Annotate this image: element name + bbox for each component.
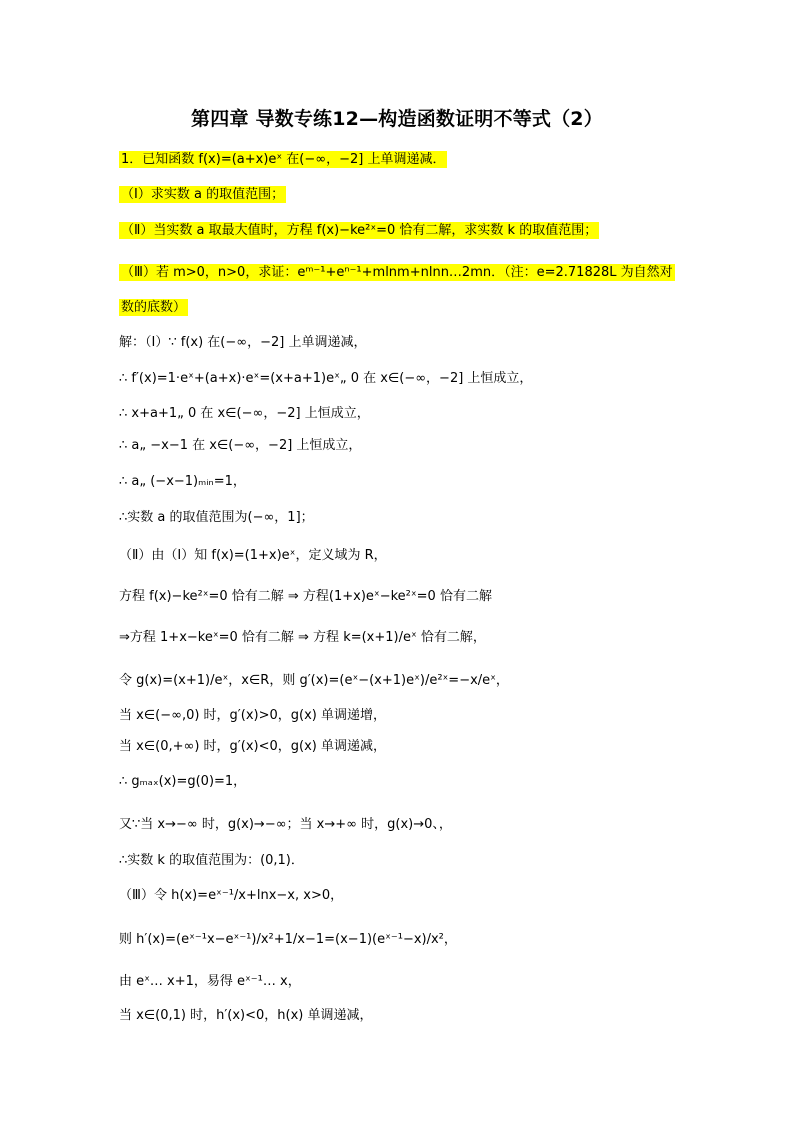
- line-text: 令 g(x)=(x+1)/eˣ，x∈R，则 g′(x)=(eˣ−(x+1)eˣ)/e²ˣ=−x/eˣ，: [119, 673, 509, 688]
- line-text: ⇒方程 1+x−keˣ=0 恰有二解 ⇒ 方程 k=(x+1)/eˣ 恰有二解，: [119, 630, 486, 645]
- text-line-s5: [119, 472, 246, 492]
- line-text: ∴ x+a+1„ 0 在 x∈(−∞，−2] 上恒成立，: [119, 406, 370, 421]
- text-line-q1: [119, 150, 447, 170]
- highlighted-text: （Ⅰ）求实数 a 的取值范围；: [121, 187, 285, 202]
- line-text: 解：（Ⅰ）∵ f(x) 在(−∞，−2] 上单调递减，: [119, 335, 367, 350]
- text-line-s12: [119, 737, 386, 757]
- line-text: ∴实数 a 的取值范围为(−∞，1]；: [119, 510, 314, 525]
- line-text: ∴ gₘₐₓ(x)=g(0)=1，: [119, 774, 247, 789]
- text-line-s15: [119, 851, 304, 871]
- text-line-q1-iii: [119, 263, 675, 283]
- page-title: 第四章 导数专练12—构造函数证明不等式（2）: [191, 108, 603, 130]
- line-text: 方程 f(x)−ke²ˣ=0 恰有二解 ⇒ 方程(1+x)eˣ−ke²ˣ=0 恰有二解: [119, 589, 492, 604]
- highlighted-text: （Ⅲ）若 m>0，n>0，求证：eᵐ⁻¹+eⁿ⁻¹+mlnm+nlnn…2mn．（注：e=2.71828L 为自然对: [121, 265, 673, 280]
- text-line-s13: [119, 772, 246, 792]
- highlighted-text: 1．已知函数 f(x)=(a+x)eˣ 在(−∞，−2] 上单调递减．: [121, 152, 446, 167]
- text-line-s4: [119, 436, 361, 456]
- text-line-s1: [119, 333, 366, 353]
- text-line-s7: [119, 546, 387, 566]
- line-text: 当 x∈(0,+∞) 时，g′(x)<0，g(x) 单调递减，: [119, 739, 386, 754]
- line-text: （Ⅱ）由（Ⅰ）知 f(x)=(1+x)eˣ，定义域为 R，: [119, 548, 387, 563]
- text-line-s3: [119, 404, 370, 424]
- text-line-q1-iii-b: [119, 298, 188, 318]
- text-line-s17: [119, 930, 457, 950]
- line-text: 当 x∈(0,1) 时，h′(x)<0，h(x) 单调递减，: [119, 1008, 373, 1023]
- text-line-s14: [119, 815, 452, 835]
- text-line-s8: [119, 587, 492, 607]
- line-text: 则 h′(x)=(eˣ⁻¹x−eˣ⁻¹)/x²+1/x−1=(x−1)(eˣ⁻¹−x)/x²，: [119, 932, 457, 947]
- highlighted-text: （Ⅱ）当实数 a 取最大值时，方程 f(x)−ke²ˣ=0 恰有二解，求实数 k 的取值范围；: [121, 223, 598, 238]
- line-text: （Ⅲ）令 h(x)=eˣ⁻¹/x+lnx−x, x>0，: [119, 888, 344, 903]
- text-line-s16: [119, 886, 343, 906]
- line-text: ∴ f′(x)=1·eˣ+(a+x)·eˣ=(x+a+1)eˣ„ 0 在 x∈(−∞，−2] 上恒成立，: [119, 371, 533, 386]
- text-line-s9: [119, 628, 486, 648]
- highlighted-text: 数的底数）: [121, 300, 187, 315]
- text-line-s19: [119, 1006, 373, 1026]
- text-line-q1-i: [119, 185, 286, 205]
- text-line-s10: [119, 671, 509, 691]
- line-text: ∴ a„ −x−1 在 x∈(−∞，−2] 上恒成立，: [119, 438, 362, 453]
- line-text: 当 x∈(−∞,0) 时，g′(x)>0，g(x) 单调递增，: [119, 708, 386, 723]
- text-line-s11: [119, 706, 386, 726]
- text-line-s18: [119, 972, 301, 992]
- text-line-s2: [119, 369, 532, 389]
- text-line-s6: [119, 508, 314, 528]
- text-line-q1-ii: [119, 221, 599, 241]
- line-text: ∴ a„ (−x−1)ₘᵢₙ=1，: [119, 474, 246, 489]
- line-text: 又∵当 x→−∞ 时，g(x)→−∞；当 x→+∞ 时，g(x)→0、，: [119, 817, 452, 832]
- line-text: 由 eˣ… x+1，易得 eˣ⁻¹… x，: [119, 974, 301, 989]
- line-text: ∴实数 k 的取值范围为：(0,1)．: [119, 853, 304, 868]
